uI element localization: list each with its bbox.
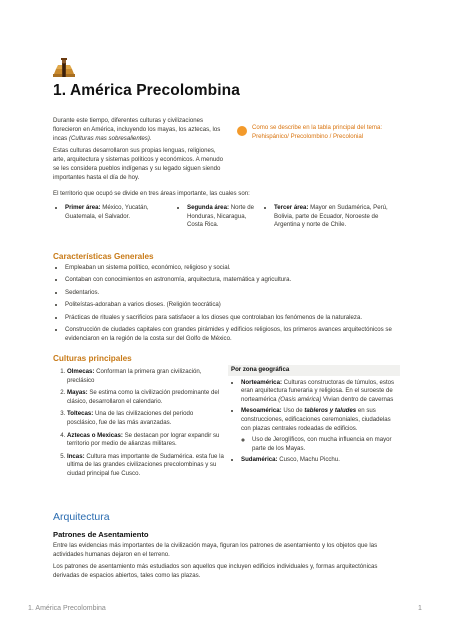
list-item: 3. Toltecas: Una de las civilizaciones del periodo posclásico, fue de las más avanzadas. [67, 410, 224, 427]
footer-title: 1. América Precolombina [28, 605, 106, 612]
list-item: • Sedentarios. [65, 289, 401, 298]
list-item: 5. Incas: Cultura mas importante de Sudamérica. esta fue la ultima de las grandes civilizaciones precolombinas y su ciudad principal fue Cusco. [67, 453, 224, 479]
list-item: 2. Mayas: Se estima como la civilización predominante del clásico, desarrollaron el calendario. [67, 389, 224, 406]
area-column-1 [56, 204, 176, 221]
callout-text: Como se describe en la tabla principal del tema: Prehispánico/ Precolombino / Precolonial [252, 124, 383, 140]
callout [237, 124, 402, 141]
area-item: • Primer área: México, Yucatán, Guatemala, el Salvador. [65, 204, 176, 221]
area-column-3 [265, 204, 395, 230]
list-item: 4. Aztecas o Mexicas: Se destacan por lograr expandir su territorio por medio de alianzas militares. [67, 432, 224, 449]
list-item: • Empleaban un sistema político, económico, religioso y social. [65, 264, 401, 273]
features-list [56, 264, 401, 348]
list-item: 1. Olmecas: Conforman la primera gran civilización, preclásico [67, 368, 224, 385]
cultures-list [56, 368, 224, 483]
geo-heading: Por zona geográfica [228, 365, 400, 376]
intro-text [53, 117, 228, 187]
page-number: 1 [418, 605, 422, 612]
features-heading: Características Generales [53, 252, 154, 261]
architecture-text [53, 542, 403, 585]
list-item: • Politeístas-adoraban a varios dioses. (Religión teocrática) [65, 301, 401, 310]
orange-circle-icon [237, 126, 247, 136]
area-item: • Tercer área: Mayor en Sudamérica, Perú, Bolivia, parte de Ecuador, Noroeste de Argentina y norte de Chile. [274, 204, 395, 230]
list-item: • Construcción de ciudades capitales con grandes pirámides y edificios religiosos, los primeros avances arquitectónicos se evidenciaron en la región de la costa sur del Golfo de México. [65, 326, 401, 343]
area-column-2 [178, 204, 262, 230]
geo-column [228, 365, 400, 468]
sub-list-item: ◦ Uso de Jeroglíficos, con mucha influencia en mayor parte de los Mayas. [252, 436, 400, 453]
intro-paragraph-2: Estas culturas desarrollaron sus propias lenguas, religiones, arte, arquitectura y sistemas políticos y económicos. A menudo se les considera pueblos indígenas y su legado siguen siendo importantes hasta el día de hoy. [53, 147, 224, 181]
list-item: • Contaban con conocimientos en astronomía, arquitectura, matemática y agricultura. [65, 276, 401, 285]
architecture-paragraph-1: Entre las evidencias más importantes de la civilización maya, figuran los patrones de asentamiento y los objetos que las actividades humanas dejaron en el terreno. [53, 542, 378, 558]
list-item: • Sudamérica: Cusco, Machu Picchu. [241, 456, 400, 465]
mesoamerican-pyramid-icon [53, 57, 75, 79]
architecture-heading: Arquitectura [53, 511, 110, 523]
area-item: • Segunda área: Norte de Honduras, Nicaragua, Costa Rica. [187, 204, 262, 230]
cultures-heading: Culturas principales [53, 354, 132, 363]
page-title: 1. América Precolombina [53, 82, 240, 99]
intro-paragraph-1: Durante este tiempo, diferentes culturas y civilizaciones florecieron en América, incluyendo los mayas, los aztecas, los incas (Culturas mas sobresalientes). [53, 117, 221, 142]
architecture-paragraph-2: Los patrones de asentamiento más estudiados son aquellos que incluyen edificios individuales y, formas arquitectónicas derivadas de espacios abiertos, tales como las plazas. [53, 563, 378, 580]
territory-intro: El territorio que ocupó se divide en tres áreas importante, las cuales son: [53, 190, 250, 197]
settlement-subheading: Patrones de Asentamiento [53, 530, 149, 539]
list-item: • Norteamérica: Culturas constructoras de túmulos, estos eran arquitectura funeraria y religiosa. En el suroeste de norteamérica (Oasis américa) Vivian dentro de cavernas [241, 379, 400, 405]
list-item: • Prácticas de rituales y sacrificios para satisfacer a los dioses que controlaban los fenómenos de la naturaleza. [65, 314, 401, 323]
list-item: • Mesoamérica: Uso de tableros y taludes en sus construcciones, edificaciones ceremoniales, ciudadelas con plazas centrales rodeadas de edificios. ◦ Uso de Jeroglíficos, con mucha influencia en mayor parte de los Mayas. [241, 407, 400, 453]
